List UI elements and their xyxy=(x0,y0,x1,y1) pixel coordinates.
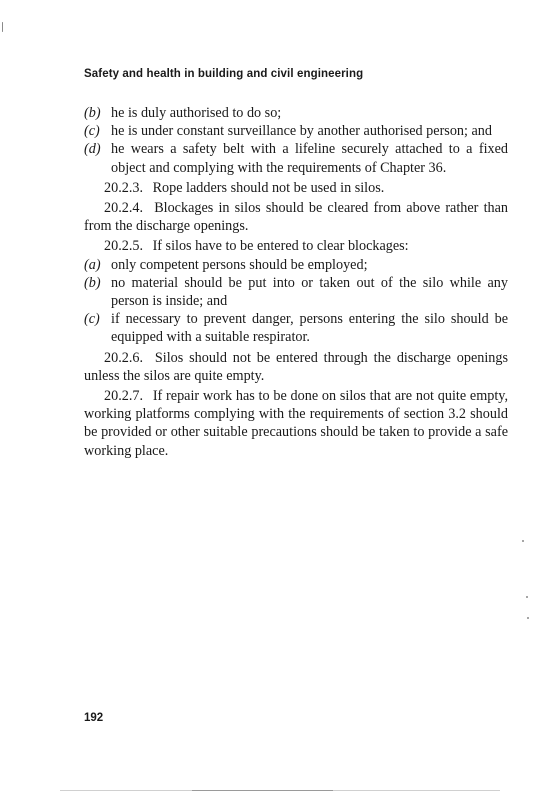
paragraph-text: Rope ladders should not be used in silos. xyxy=(152,179,385,196)
paragraph-20-2-3 xyxy=(84,179,508,197)
list-item xyxy=(84,256,508,274)
paragraph-20-2-6 xyxy=(84,349,508,385)
scan-speck xyxy=(2,22,3,32)
scan-edge xyxy=(60,790,500,791)
scan-speck xyxy=(522,540,524,542)
paragraph-number: 20.2.5. xyxy=(104,238,144,255)
body-text xyxy=(84,104,508,460)
paragraph-text: Silos should not be entered through the discharge openings unless the silos are quite empty. xyxy=(84,349,509,384)
paragraph-text: Blockages in silos should be cleared from above rather than from the discharge openings. xyxy=(84,200,508,235)
item-label: (b) xyxy=(84,105,101,121)
paragraph-20-2-5 xyxy=(84,237,508,255)
list-item xyxy=(84,140,508,176)
page-number: 192 xyxy=(84,712,104,724)
paragraph-number: 20.2.6. xyxy=(104,349,144,366)
item-text: if necessary to prevent danger, persons entering the silo should be equipped with a suitable respirator. xyxy=(111,311,508,346)
item-label: (d) xyxy=(84,141,101,158)
item-text: only competent persons should be employed; xyxy=(111,256,368,273)
paragraph-20-2-4 xyxy=(84,199,508,235)
item-text: he is under constant surveillance by another authorised person; and xyxy=(111,123,492,140)
paragraph-number: 20.2.3. xyxy=(104,179,144,196)
paragraph-20-2-7 xyxy=(84,387,508,460)
paragraph-number: 20.2.7. xyxy=(104,388,144,405)
list-item xyxy=(84,104,508,122)
item-label: (b) xyxy=(84,274,101,291)
paragraph-text: If repair work has to be done on silos that are not quite empty, working platforms complying with the requirements of section 3.2 should be provided or other suitable precautions should be taken to provide a safe working place. xyxy=(84,388,508,459)
list-item xyxy=(84,274,508,310)
item-text: no material should be put into or taken out of the silo while any person is inside; and xyxy=(111,274,508,310)
paragraph-text: If silos have to be entered to clear blockages: xyxy=(152,238,409,255)
item-text: he wears a safety belt with a lifeline securely attached to a fixed object and complying with the requirements of Chapter 36. xyxy=(111,141,508,176)
paragraph-number: 20.2.4. xyxy=(104,200,144,217)
item-text: he is duly authorised to do so; xyxy=(111,105,282,121)
list-item xyxy=(84,122,508,140)
scan-speck xyxy=(527,617,529,619)
item-label: (a) xyxy=(84,256,101,273)
scan-speck xyxy=(526,596,528,598)
running-head: Safety and health in building and civil engineering xyxy=(84,68,364,80)
item-label: (c) xyxy=(84,311,100,328)
item-label: (c) xyxy=(84,123,100,140)
list-item xyxy=(84,310,508,346)
